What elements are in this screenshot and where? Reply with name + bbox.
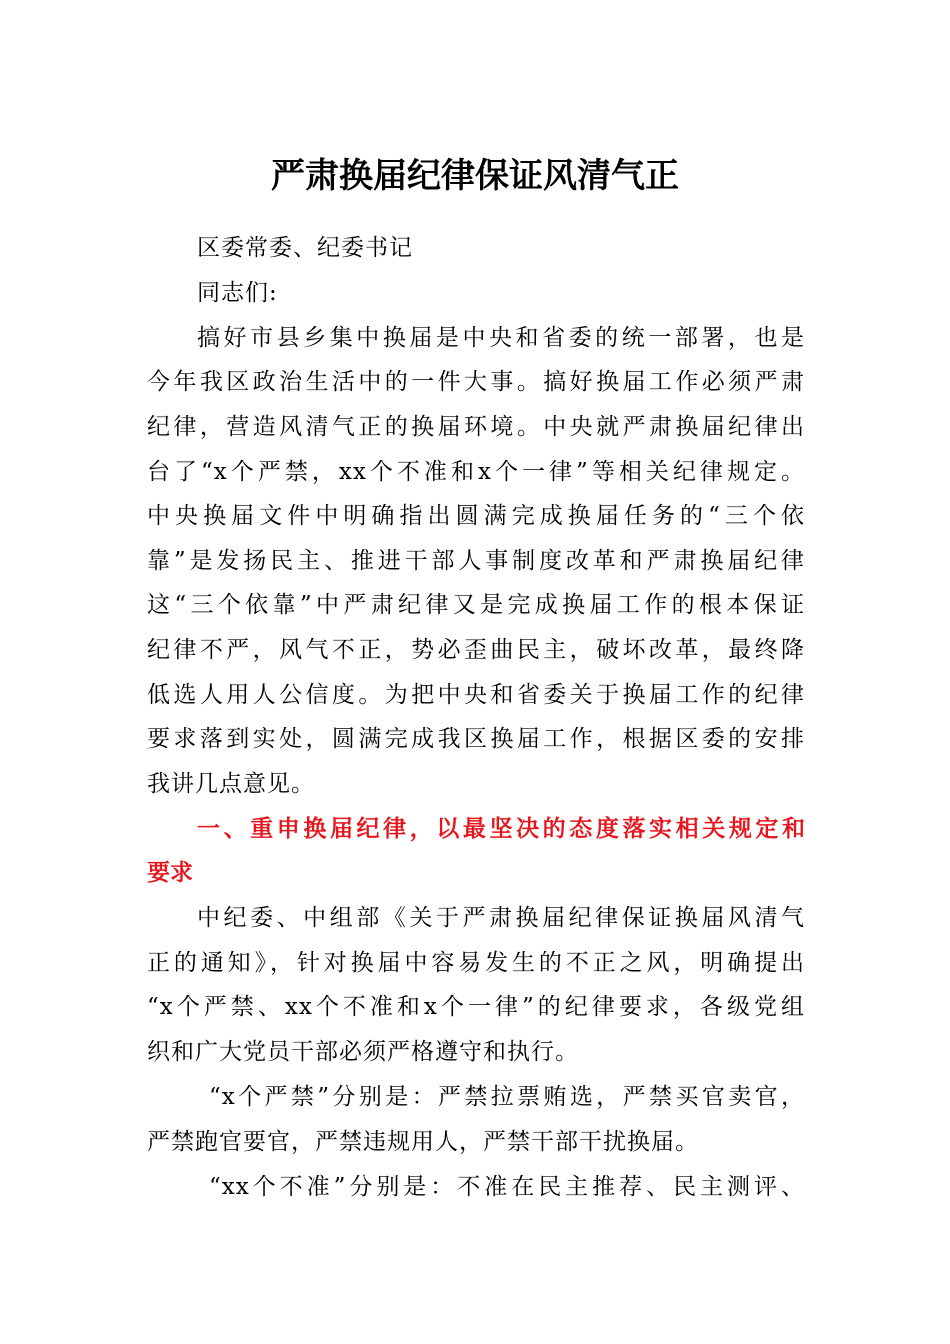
text-line: 织和广大党员干部必须严格遵守和执行。 — [147, 1039, 579, 1065]
text-line: 纪律，营造风清气正的换届环境。中央就严肃换届纪律出 — [147, 414, 805, 440]
heading-line: 要求 — [147, 860, 193, 886]
text-line: 正的通知》，针对换届中容易发生的不正之风，明确提出 — [147, 950, 805, 976]
text-line: “x个严禁、xx个不准和x个一律”的纪律要求，各级党组 — [147, 994, 805, 1020]
text-line: 台了“x个严禁，xx个不准和x个一律”等相关纪律规定。 — [147, 459, 805, 485]
text-line: 这“三个依靠”中严肃纪律又是完成换届工作的根本保证 — [147, 592, 805, 618]
text-line: 搞好市县乡集中换届是中央和省委的统一部署，也是 — [197, 325, 805, 351]
text-line: 纪律不严，风气不正，势必歪曲民主，破坏改革，最终降 — [147, 637, 805, 663]
text-line: 要求落到实处，圆满完成我区换届工作，根据区委的安排 — [147, 726, 805, 752]
text-line: “x个严禁”分别是：严禁拉票贿选，严禁买官卖官， — [209, 1084, 805, 1110]
text-line: 我讲几点意见。 — [147, 771, 315, 797]
text-line: “xx个不准”分别是：不准在民主推荐、民主测评、 — [209, 1174, 805, 1200]
text-line: 低选人用人公信度。为把中央和省委关于换届工作的纪律 — [147, 682, 805, 708]
text-line: 中央换届文件中明确指出圆满完成换届任务的“三个依 — [147, 503, 805, 529]
heading-line: 一、重申换届纪律，以最坚决的态度落实相关规定和 — [197, 816, 805, 842]
text-line: 严禁跑官要官，严禁违规用人，严禁干部干扰换届。 — [147, 1129, 699, 1155]
text-line: 今年我区政治生活中的一件大事。搞好换届工作必须严肃 — [147, 369, 805, 395]
salutation: 同志们: — [197, 280, 278, 306]
speaker-line: 区委常委、纪委书记 — [197, 235, 413, 261]
document-title: 严肃换届纪律保证风清气正 — [271, 156, 679, 196]
text-line: 靠”是发扬民主、推进干部人事制度改革和严肃换届纪律 — [147, 548, 805, 574]
text-line: 中纪委、中组部《关于严肃换届纪律保证换届风清气 — [197, 905, 805, 931]
